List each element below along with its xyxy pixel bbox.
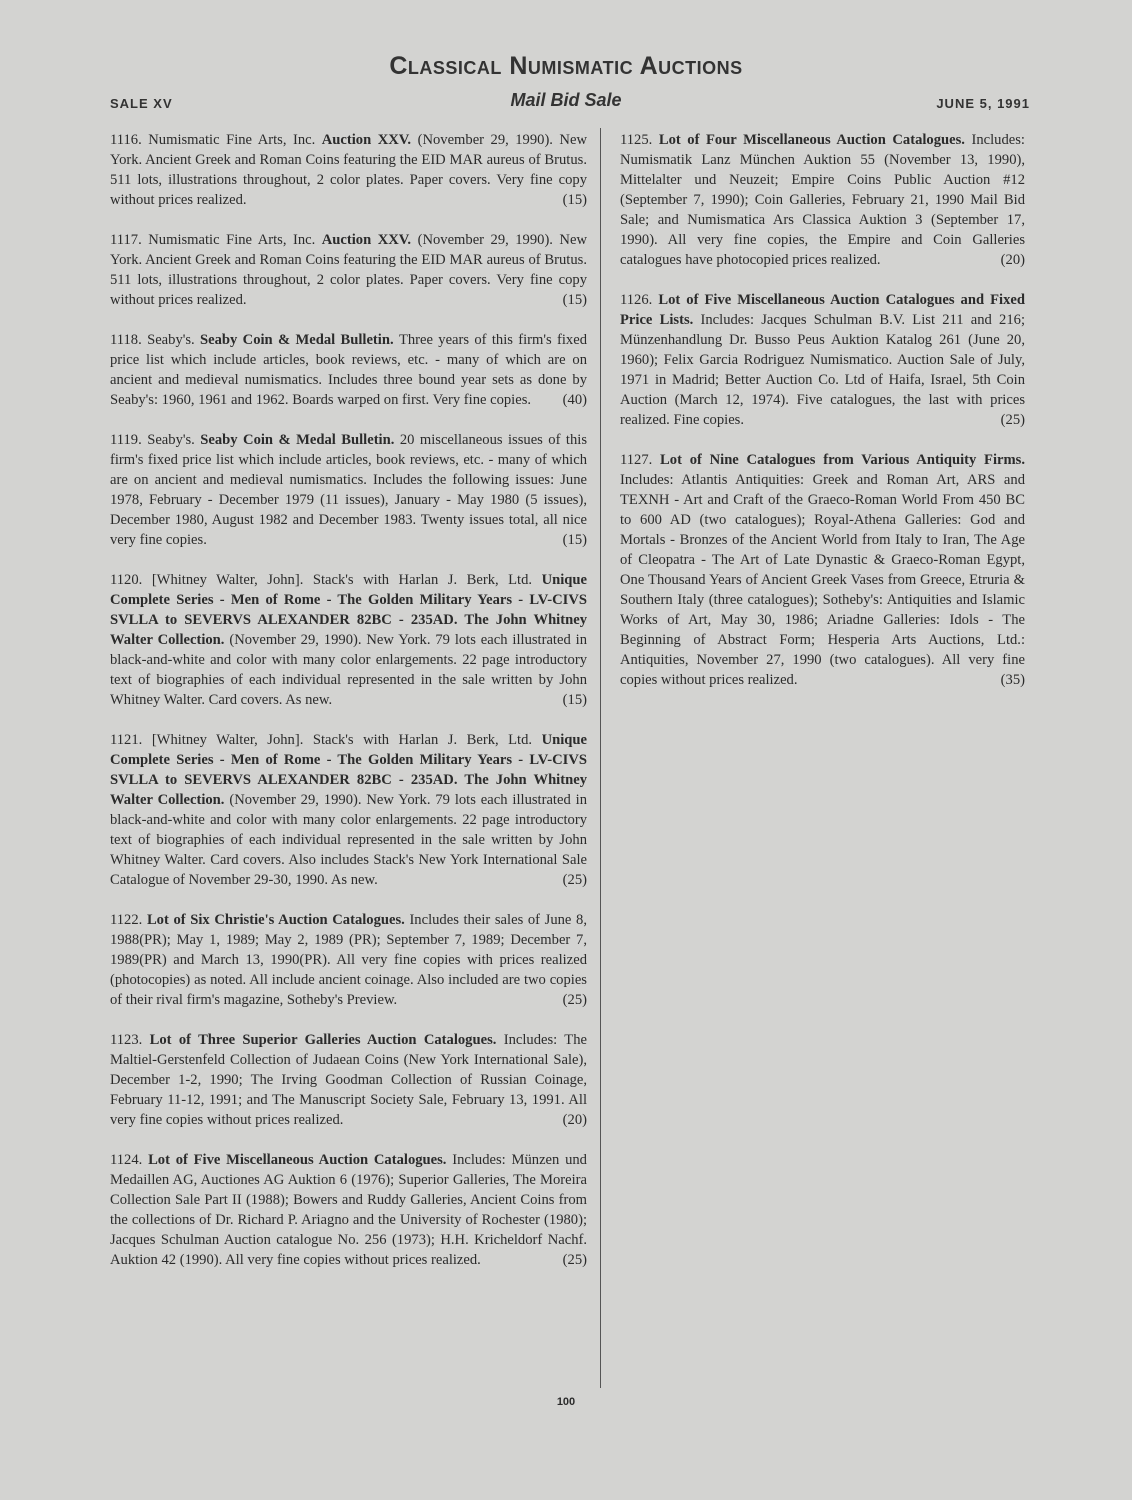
lot-title: Lot of Four Miscellaneous Auction Catalogues. [658,132,972,148]
lot-author: Seaby's. [147,432,201,448]
lot-title: Lot of Nine Catalogues from Various Antiquity Firms. [660,452,1025,468]
lot-number: 1119. [110,432,148,448]
lot-title: Auction XXV. [321,132,418,148]
lot-description: (November 29, 1990). New York. Ancient Greek and Roman Coins featuring the EID MAR aureus of Brutus. 511 lots, illustrations throughout, 2 color plates. Paper covers. Very fine copy without prices realized. [110,132,587,208]
lot-title: Lot of Five Miscellaneous Auction Catalogues and Fixed Price Lists. [620,292,1025,328]
lot-author: Seaby's. [147,332,201,348]
lot-entry [110,730,587,890]
lot-number: 1125. [620,132,659,148]
column-divider [600,128,601,1388]
lot-estimate: (25) [1000,412,1025,428]
lot-description: Includes: Numismatik Lanz München Auktion 55 (November 13, 1990), Mittelalter und Neuzeit; Empire Coins Public Auction #12 (September 7, 1990); Coin Galleries, February 21, 1990 Mail Bid Sale; and Numismatica Ars Classica Auktion 3 (September 17, 1990). All very fine copies, the Empire and Coin Galleries catalogues have photocopied prices realized. [620,132,1025,268]
page-header [0,52,1132,122]
lot-entry [110,570,587,710]
lot-estimate: (25) [562,992,587,1008]
lot-author: [Whitney Walter, John]. Stack's with Harlan J. Berk, Ltd. [151,572,542,588]
lot-estimate: (20) [562,1112,587,1128]
lot-estimate: (15) [562,532,587,548]
lot-entry [620,290,1025,430]
lot-description: Three years of this firm's fixed price list which include articles, book reviews, etc. - many of which are on ancient and medieval numismatics. Includes three bound year sets as done by Seaby's: 1960, 1961 and 1962. Boards warped on first. Very fine copies. [110,332,588,408]
lot-number: 1126. [620,292,659,308]
lot-title: Unique Complete Series - Men of Rome - The Golden Military Years - LV-CIVS SVLLA to SEVERVS ALEXANDER 82BC - 235AD. The John Whitney Walter Collection. [110,572,587,648]
lot-entry [110,330,587,410]
lot-description: Includes: Münzen und Medaillen AG, Auctiones AG Auktion 6 (1976); Superior Galleries, The Moreira Collection Sale Part II (1988); Bowers and Ruddy Galleries, Ancient Coins from the collections of Dr. Richard P. Ariagno and the University of Rochester (1980); Jacques Schulman Auction catalogue No. 256 (1973); H.H. Kricheldorf Nachf. Auktion 42 (1990). All very fine copies without prices realized. [110,1152,587,1268]
lot-estimate: (25) [562,1252,587,1268]
lot-number: 1116. [110,132,149,148]
lot-number: 1122. [110,912,147,928]
lot-number: 1123. [110,1032,150,1048]
lot-estimate: (15) [562,692,587,708]
lot-title: Seaby Coin & Medal Bulletin. [200,432,400,448]
right-column [620,130,1025,710]
lot-title: Lot of Six Christie's Auction Catalogues. [146,912,410,928]
lot-number: 1118. [110,332,148,348]
lot-entry [110,230,587,310]
lot-description: 20 miscellaneous issues of this firm's fixed price list which include articles, book reviews, etc. - many of which are on ancient and medieval numismatics. Includes the following issues: June 1978, February - December 1979 (11 issues), January - May 1980 (5 issues), December 1980, August 1982 and December 1983. Twenty issues total, all nice very fine copies. [110,432,587,548]
lot-estimate: (25) [562,872,587,888]
lot-title: Auction XXV. [321,232,418,248]
lot-title: Seaby Coin & Medal Bulletin. [200,332,399,348]
lot-description: Includes their sales of June 8, 1988(PR); May 1, 1989; May 2, 1989 (PR); September 7, 1989; December 7, 1989(PR) and March 13, 1990(PR). All very fine copies with prices realized (photocopies) as noted. All include ancient coinage. Also included are two copies of their rival firm's magazine, Sotheby's Preview. [110,912,587,1008]
sale-type: Mail Bid Sale [510,90,622,110]
lot-title: Lot of Three Superior Galleries Auction Catalogues. [149,1032,504,1048]
lot-description: (November 29, 1990). New York. 79 lots each illustrated in black-and-white and color with many color enlargements. 22 page introductory text of biographies of each individual represented in the sale written by John Whitney Walter. Card covers. As new. [110,632,587,708]
page-number: 100 [556,1396,576,1408]
lot-estimate: (15) [562,192,587,208]
lot-author: Numismatic Fine Arts, Inc. [148,132,322,148]
lot-title: Lot of Five Miscellaneous Auction Catalogues. [148,1152,453,1168]
lot-description: (November 29, 1990). New York. 79 lots each illustrated in black-and-white and color with many color enlargements. 22 page introductory text of biographies of each individual represented in the sale written by John Whitney Walter. Card covers. Also includes Stack's New York International Sale Catalogue of November 29-30, 1990. As new. [110,792,587,888]
catalogue-title: Classical Numismatic Auctions [389,52,743,80]
lot-author: Numismatic Fine Arts, Inc. [148,232,322,248]
lot-number: 1127. [620,452,661,468]
sale-number: SALE XV [110,96,173,111]
lot-estimate: (15) [562,292,587,308]
lot-estimate: (20) [1000,252,1025,268]
lot-number: 1120. [110,572,152,588]
lot-number: 1124. [110,1152,149,1168]
lot-description: Includes: The Maltiel-Gerstenfeld Collection of Judaean Coins (New York International Sale), December 1-2, 1990; The Irving Goodman Collection of Russian Coinage, February 11-12, 1991; and The Manuscript Society Sale, February 13, 1991. All very fine copies without prices realized. [110,1032,587,1128]
lot-description: Includes: Jacques Schulman B.V. List 211 and 216; Münzenhandlung Dr. Busso Peus Auktion Katalog 261 (June 20, 1960); Felix Garcia Rodriguez Numismatico. Auction Sale of July, 1971 in Madrid; Better Auction Co. Ltd of Haifa, Israel, 5th Coin Auction (March 12, 1974). Five catalogues, the last with prices realized. Fine copies. [620,312,1026,428]
lot-estimate: (40) [562,392,587,408]
lot-description: Includes: Atlantis Antiquities: Greek and Roman Art, ARS and TEXNH - Art and Craft of the Graeco-Roman World From 450 BC to 600 AD (two catalogues); Royal-Athena Galleries: God and Mortals - Bronzes of the Ancient World from Italy to Iran, The Age of Cleopatra - The Art of Late Dynastic & Graeco-Roman Egypt, One Thousand Years of Ancient Greek Vases from Greece, Etruria & Southern Italy (three catalogues); Sotheby's: Antiquities and Islamic Works of Art, May 30, 1986; Ariadne Galleries: Idols - The Beginning of Abstract Form; Hesperia Arts Auctions, Ltd.: Antiquities, November 27, 1990 (two catalogues). All very fine copies without prices realized. [620,472,1025,688]
lot-description: (November 29, 1990). New York. Ancient Greek and Roman Coins featuring the EID MAR aureus of Brutus. 511 lots, illustrations throughout, 2 color plates. Paper covers. Very fine copy without prices realized. [110,232,587,308]
lot-entry [110,130,587,210]
sale-date: JUNE 5, 1991 [936,96,1030,111]
lot-number: 1117. [110,232,149,248]
lot-entry [110,910,587,1010]
lot-entry [110,1030,587,1130]
lot-entry [110,430,587,550]
lot-number: 1121. [110,732,152,748]
lot-title: Unique Complete Series - Men of Rome - The Golden Military Years - LV-CIVS SVLLA to SEVERVS ALEXANDER 82BC - 235AD. The John Whitney Walter Collection. [110,732,587,808]
lot-entry [620,450,1025,690]
lot-entry [620,130,1025,270]
lot-estimate: (35) [1000,672,1025,688]
left-column [110,130,587,1290]
lot-entry [110,1150,587,1270]
lot-author: [Whitney Walter, John]. Stack's with Harlan J. Berk, Ltd. [151,732,542,748]
